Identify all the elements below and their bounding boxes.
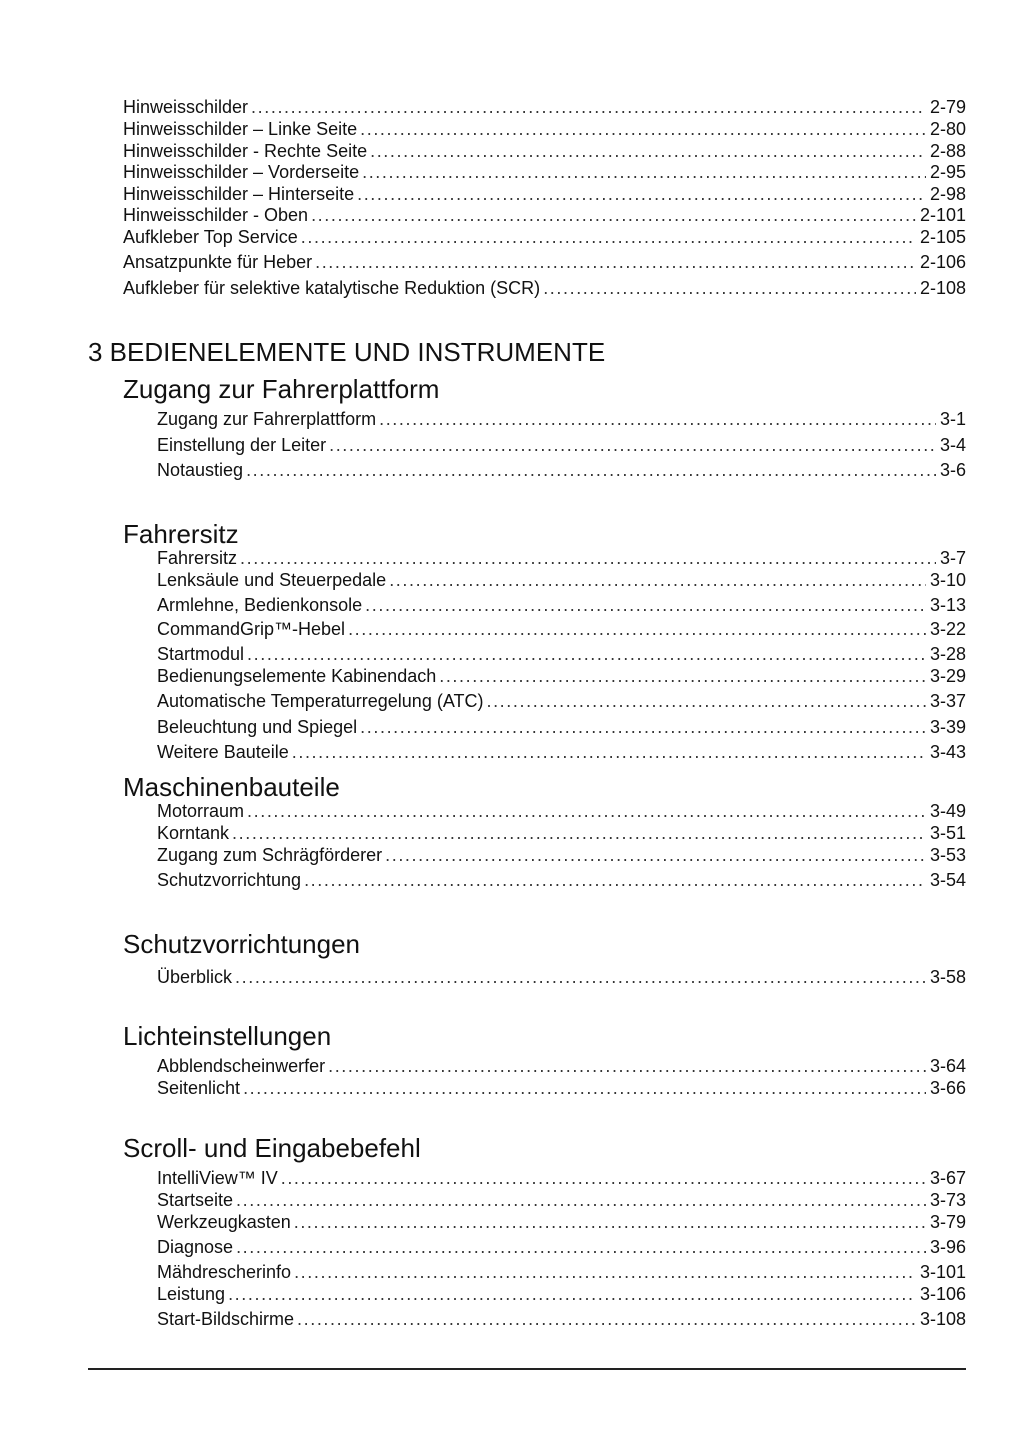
toc-entry[interactable] xyxy=(157,1211,966,1233)
leader-dots xyxy=(379,408,936,430)
toc-entry-page: 2-80 xyxy=(929,119,966,139)
toc-entry[interactable] xyxy=(157,665,966,687)
toc-entry-title: Leistung xyxy=(157,1284,226,1304)
leader-dots xyxy=(240,547,936,569)
toc-entry-title: Hinweisschilder – Linke Seite xyxy=(123,119,358,139)
toc-entry[interactable] xyxy=(157,434,966,456)
toc-entry-title: Armlehne, Bedienkonsole xyxy=(157,595,363,615)
toc-entry-page: 3-39 xyxy=(929,717,966,737)
toc-entry-page: 3-49 xyxy=(929,801,966,821)
toc-entry[interactable] xyxy=(123,183,966,205)
toc-entry-page: 3-43 xyxy=(929,742,966,762)
toc-entry-title: Werkzeugkasten xyxy=(157,1212,291,1232)
toc-entry-title: Hinweisschilder xyxy=(123,97,249,117)
toc-entry-page: 3-51 xyxy=(929,823,966,843)
toc-entry-title: Hinweisschilder – Vorderseite xyxy=(123,162,360,182)
section-heading: Schutzvorrichtungen xyxy=(123,929,361,959)
toc-entry-page: 3-10 xyxy=(929,570,966,590)
toc-entry-page: 3-37 xyxy=(929,691,966,711)
section-heading: Lichteinstellungen xyxy=(123,1021,332,1051)
toc-entry[interactable] xyxy=(157,966,966,988)
toc-entry-page: 2-88 xyxy=(929,141,966,161)
toc-entry-page: 2-98 xyxy=(929,184,966,204)
leader-dots xyxy=(439,665,926,687)
toc-entry-title: Startmodul xyxy=(157,644,245,664)
toc-entry-page: 2-106 xyxy=(919,252,966,272)
toc-entry-title: CommandGrip™-Hebel xyxy=(157,619,346,639)
toc-entry-page: 3-4 xyxy=(939,435,966,455)
section-heading: Maschinenbauteile xyxy=(123,772,340,802)
leader-dots xyxy=(543,277,916,299)
leader-dots xyxy=(370,140,926,162)
leader-dots xyxy=(235,966,926,988)
toc-entry-page: 2-101 xyxy=(919,205,966,225)
leader-dots xyxy=(301,226,916,248)
toc-entry-page: 3-6 xyxy=(939,460,966,480)
leader-dots xyxy=(294,1261,916,1283)
toc-entry-page: 3-1 xyxy=(939,409,966,429)
toc-entry-title: Schutzvorrichtung xyxy=(157,870,302,890)
toc-entry-page: 3-58 xyxy=(929,967,966,987)
toc-entry[interactable] xyxy=(157,459,966,481)
leader-dots xyxy=(281,1167,926,1189)
toc-entry-page: 3-22 xyxy=(929,619,966,639)
toc-entry-title: Start-Bildschirme xyxy=(157,1309,295,1329)
toc-entry-page: 3-13 xyxy=(929,595,966,615)
toc-entry[interactable] xyxy=(157,1189,966,1211)
toc-entry[interactable] xyxy=(123,204,966,226)
toc-entry-title: Seitenlicht xyxy=(157,1078,241,1098)
section-heading: Scroll- und Eingabebefehl xyxy=(123,1133,421,1163)
chapter-title: 3 BEDIENELEMENTE UND INSTRUMENTE xyxy=(88,337,606,367)
leader-dots xyxy=(236,1236,926,1258)
toc-entry-title: Aufkleber Top Service xyxy=(123,227,298,247)
toc-entry-title: Notaustieg xyxy=(157,460,244,480)
section-heading: Fahrersitz xyxy=(123,519,239,549)
leader-dots xyxy=(297,1308,916,1330)
toc-entry[interactable] xyxy=(157,690,966,712)
toc-entry-title: Aufkleber für selektive katalytische Reduktion (SCR) xyxy=(123,278,541,298)
toc-entry-title: Beleuchtung und Spiegel xyxy=(157,717,358,737)
toc-entry-title: Abblendscheinwerfer xyxy=(157,1056,326,1076)
leader-dots xyxy=(389,569,926,591)
toc-entry[interactable] xyxy=(157,800,966,822)
toc-entry[interactable] xyxy=(157,594,966,616)
toc-entry-page: 3-73 xyxy=(929,1190,966,1210)
toc-entry[interactable] xyxy=(157,1261,966,1283)
leader-dots xyxy=(486,690,925,712)
toc-entry-page: 2-108 xyxy=(919,278,966,298)
leader-dots xyxy=(360,118,926,140)
toc-entry-title: Automatische Temperaturregelung (ATC) xyxy=(157,691,484,711)
toc-entry-title: Startseite xyxy=(157,1190,234,1210)
toc-entry[interactable] xyxy=(157,618,966,640)
toc-entry-title: Hinweisschilder - Oben xyxy=(123,205,309,225)
toc-entry[interactable] xyxy=(157,1308,966,1330)
toc-entry-title: Zugang zur Fahrerplattform xyxy=(157,409,377,429)
toc-entry-title: Bedienungselemente Kabinendach xyxy=(157,666,437,686)
toc-entry-page: 3-96 xyxy=(929,1237,966,1257)
leader-dots xyxy=(243,1077,926,1099)
toc-entry-page: 2-79 xyxy=(929,97,966,117)
toc-entry[interactable] xyxy=(157,741,966,763)
section-heading: Zugang zur Fahrerplattform xyxy=(123,374,440,404)
leader-dots xyxy=(362,161,926,183)
toc-entry-page: 3-53 xyxy=(929,845,966,865)
footer-divider xyxy=(88,1368,966,1370)
leader-dots xyxy=(247,643,926,665)
toc-entry-title: Lenksäule und Steuerpedale xyxy=(157,570,387,590)
toc-entry[interactable] xyxy=(157,1283,966,1305)
leader-dots xyxy=(329,434,936,456)
leader-dots xyxy=(311,204,916,226)
toc-entry[interactable] xyxy=(157,1236,966,1258)
leader-dots xyxy=(360,716,926,738)
leader-dots xyxy=(294,1211,926,1233)
leader-dots xyxy=(232,822,926,844)
leader-dots xyxy=(246,459,936,481)
toc-entry-page: 3-54 xyxy=(929,870,966,890)
leader-dots xyxy=(315,251,916,273)
toc-entry-title: Einstellung der Leiter xyxy=(157,435,327,455)
toc-entry[interactable] xyxy=(157,844,966,866)
leader-dots xyxy=(228,1283,916,1305)
toc-entry-title: IntelliView™ IV xyxy=(157,1168,278,1188)
leader-dots xyxy=(348,618,926,640)
toc-entry[interactable] xyxy=(157,869,966,891)
leader-dots xyxy=(304,869,926,891)
toc-entry-title: Ansatzpunkte für Heber xyxy=(123,252,313,272)
leader-dots xyxy=(292,741,926,763)
leader-dots xyxy=(385,844,926,866)
leader-dots xyxy=(247,800,926,822)
toc-entry-page: 3-28 xyxy=(929,644,966,664)
toc-entry-page: 3-108 xyxy=(919,1309,966,1329)
toc-entry[interactable] xyxy=(157,643,966,665)
toc-entry-page: 3-79 xyxy=(929,1212,966,1232)
toc-entry-title: Mähdrescherinfo xyxy=(157,1262,292,1282)
toc-entry-page: 2-105 xyxy=(919,227,966,247)
toc-entry-title: Motorraum xyxy=(157,801,245,821)
toc-entry[interactable] xyxy=(157,1167,966,1189)
toc-entry[interactable] xyxy=(157,547,966,569)
toc-entry-title: Diagnose xyxy=(157,1237,234,1257)
leader-dots xyxy=(365,594,926,616)
toc-entry-page: 3-64 xyxy=(929,1056,966,1076)
toc-entry[interactable] xyxy=(157,716,966,738)
toc-entry[interactable] xyxy=(123,140,966,162)
toc-entry[interactable] xyxy=(157,569,966,591)
leader-dots xyxy=(357,183,926,205)
toc-entry-title: Hinweisschilder – Hinterseite xyxy=(123,184,355,204)
toc-entry[interactable] xyxy=(157,822,966,844)
toc-entry-title: Überblick xyxy=(157,967,233,987)
toc-entry[interactable] xyxy=(123,251,966,273)
toc-entry-page: 3-29 xyxy=(929,666,966,686)
toc-entry[interactable] xyxy=(123,161,966,183)
toc-entry-title: Korntank xyxy=(157,823,230,843)
toc-entry-page: 3-106 xyxy=(919,1284,966,1304)
leader-dots xyxy=(236,1189,926,1211)
toc-entry[interactable] xyxy=(157,1077,966,1099)
toc-entry-page: 3-7 xyxy=(939,548,966,568)
toc-entry[interactable] xyxy=(157,1055,966,1077)
toc-entry-page: 2-95 xyxy=(929,162,966,182)
toc-entry-title: Hinweisschilder - Rechte Seite xyxy=(123,141,368,161)
toc-entry-title: Fahrersitz xyxy=(157,548,238,568)
toc-entry-page: 3-67 xyxy=(929,1168,966,1188)
leader-dots xyxy=(251,96,926,118)
toc-entry[interactable] xyxy=(123,226,966,248)
toc-entry-page: 3-101 xyxy=(919,1262,966,1282)
toc-entry[interactable] xyxy=(123,96,966,118)
leader-dots xyxy=(328,1055,926,1077)
toc-entry[interactable] xyxy=(123,277,966,299)
toc-entry-title: Zugang zum Schrägförderer xyxy=(157,845,383,865)
toc-entry[interactable] xyxy=(157,408,966,430)
toc-entry[interactable] xyxy=(123,118,966,140)
toc-entry-title: Weitere Bauteile xyxy=(157,742,289,762)
toc-entry-page: 3-66 xyxy=(929,1078,966,1098)
